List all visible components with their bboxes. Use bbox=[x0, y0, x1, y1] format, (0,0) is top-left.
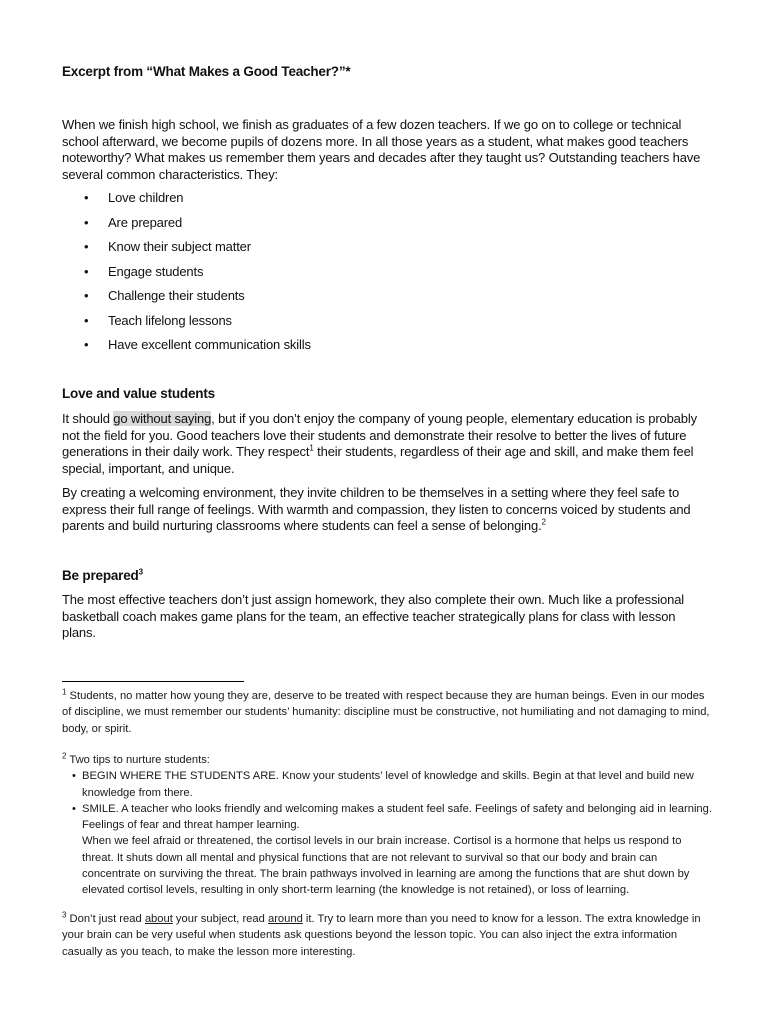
footnote-intro bbox=[62, 752, 712, 768]
text-run: it. Try to learn more than you need to know for a lesson. The extra knowledge in your brain can be very useful when students ask questions beyond the lesson topic. You can also inject the extra information casually as you teach, to make the lesson more interesting. bbox=[62, 913, 701, 958]
underlined-word: around bbox=[267, 913, 303, 925]
characteristics-list bbox=[62, 188, 311, 360]
list-item: • BEGIN WHERE THE STUDENTS ARE. Know your students’ level of knowledge and skills. Begin at that level and build new knowledge from there. bbox=[62, 768, 712, 801]
footnote-ref-1[interactable]: 1 bbox=[309, 443, 314, 453]
footnote-continuation: When we feel afraid or threatened, the cortisol levels in our brain increase. Cortisol is a hormone that helps us respond to threat. It shuts down all mental and physical functions that are not relevant to survival so that our body and brain can concentrate on surviving the threat. The brain pathways involved in learning are among the functions that are shut down by elevated cortisol levels, resulting in only short-term learning (the knowledge is not retained), or loss of learning. bbox=[82, 835, 690, 897]
document-title: Excerpt from “What Makes a Good Teacher?”* bbox=[62, 64, 351, 79]
footnote-number: 3 bbox=[62, 910, 67, 920]
footnote-tips-list bbox=[62, 768, 712, 833]
text-run: their students, regardless of their age and skill, and make them feel special, important, and unique. bbox=[62, 444, 694, 476]
love-paragraph-1 bbox=[62, 411, 712, 477]
text-run: By creating a welcoming environment, they invite children to be themselves in a setting where they feel safe to express their full range of feelings. With warmth and compassion, they listen to concerns voiced by students and parents and build nurturing classrooms where students can feel a sense of belonging. bbox=[62, 485, 691, 533]
footnote-2 bbox=[62, 752, 712, 899]
footnote-text: Students, no matter how young they are, deserve to be treated with respect because they are human beings. Even in our modes of discipline, we must remember our students’ humanity: discipline must be constructive, not humiliating and not damaging to mind, body, or spirit. bbox=[62, 690, 710, 735]
list-item: • SMILE. A teacher who looks friendly and welcoming makes a student feel safe. Feelings of safety and belonging aid in learning. Feelings of fear and threat hamper learning. bbox=[62, 801, 712, 834]
underlined-word: about bbox=[144, 913, 173, 925]
text-run: Don’t just read bbox=[66, 913, 145, 925]
love-paragraph-2 bbox=[62, 485, 712, 535]
list-item: • Challenge their students bbox=[62, 286, 311, 311]
text-run: , but if you don’t enjoy the company of young people, elementary education is probably not the field for you. Good teachers love their students and demonstrate their resolve to better the lives of future generations in their daily work. They respect bbox=[62, 411, 697, 459]
footnote-3 bbox=[62, 911, 712, 960]
list-item: • Have excellent communication skills bbox=[62, 335, 311, 360]
footnote-divider bbox=[62, 681, 244, 682]
list-item: • Know their subject matter bbox=[62, 237, 311, 262]
highlighted-phrase: go without saying bbox=[113, 411, 212, 426]
footnote-number: 2 bbox=[62, 751, 67, 761]
list-item: • Are prepared bbox=[62, 213, 311, 238]
intro-paragraph: When we finish high school, we finish as graduates of a few dozen teachers. If we go on to college or technical school afterward, we become pupils of dozens more. In all those years as a student, what makes good teachers noteworthy? What makes us remember them years and decades after they taught us? Outstanding teachers have several common characteristics. They: bbox=[62, 117, 701, 182]
footnote-ref-3[interactable]: 3 bbox=[138, 567, 143, 577]
section-heading-love: Love and value students bbox=[62, 386, 215, 401]
text-run: It should bbox=[62, 411, 114, 426]
footnote-1 bbox=[62, 688, 712, 737]
prepared-paragraph: The most effective teachers don’t just assign homework, they also complete their own. Much like a professional basketball coach makes game plans for the team, an effective teacher strategically plans for class with lesson plans. bbox=[62, 592, 685, 640]
text-run: your subject, read bbox=[172, 913, 268, 925]
heading-text: Be prepared bbox=[62, 568, 139, 583]
list-item: • Love children bbox=[62, 188, 311, 213]
list-item: • Teach lifelong lessons bbox=[62, 311, 311, 336]
footnote-text: Two tips to nurture students: bbox=[66, 754, 210, 766]
section-heading-prepared bbox=[62, 568, 143, 583]
list-item: • Engage students bbox=[62, 262, 311, 287]
footnote-ref-2[interactable]: 2 bbox=[541, 517, 546, 527]
footnote-number: 1 bbox=[62, 687, 67, 697]
